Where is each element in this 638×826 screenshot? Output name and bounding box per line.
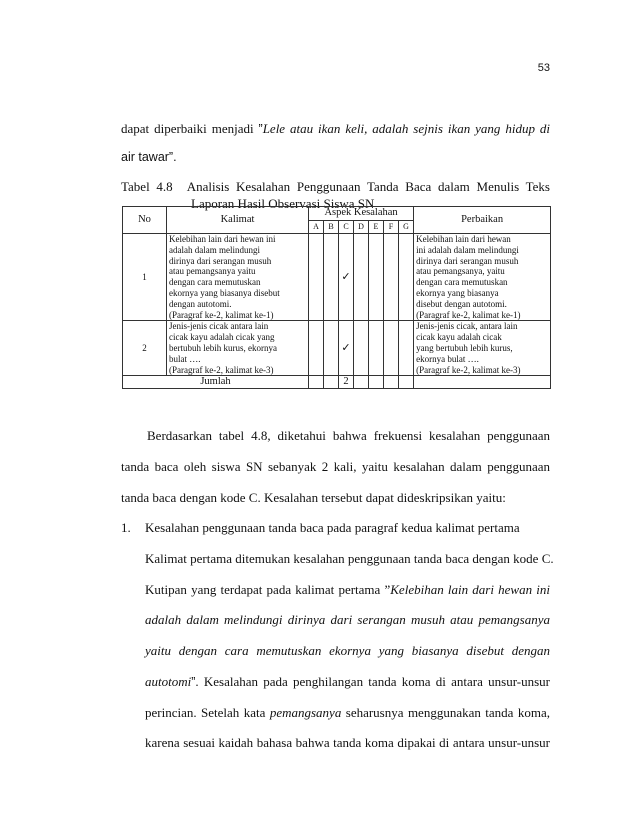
aspek-code: C — [339, 221, 354, 234]
table-row — [123, 321, 551, 376]
paragraph-line: adalah dalam melindungi dirinya dari serangan musuh atau pemangsanya — [145, 612, 550, 627]
paragraph-line: Kalimat pertama ditemukan kesalahan penggunaan tanda baca dengan kode C. — [145, 551, 554, 566]
aspek-code: B — [324, 221, 339, 234]
intro-line-2: air tawar”. — [121, 150, 177, 164]
paragraph-line: perincian. Setelah kata pemangsanya seharusnya menggunakan tanda koma, — [145, 705, 551, 720]
row-no: 1 — [123, 234, 167, 321]
table-caption: Tabel 4.8 Analisis Kesalahan Penggunaan Tanda Baca dalam Menulis Teks Laporan Hasil Observasi Siswa SN — [121, 179, 550, 211]
row-kalimat: Jenis-jenis cicak antara lain cicak kayu adalah cicak yang bertubuh lebih kurus, ekornya bulat …. (Paragraf ke-2, kalimat ke-3) — [167, 321, 309, 376]
paragraph-line: karena sesuai kaidah bahasa bahwa tanda koma dipakai di antara unsur-unsur — [145, 735, 550, 750]
aspek-code: G — [399, 221, 414, 234]
aspek-code: E — [369, 221, 384, 234]
paragraph-line: tanda baca dengan kode C. Kesalahan tersebut dapat dideskripsikan yaitu: — [121, 490, 506, 505]
row-perbaikan: Jenis-jenis cicak, antara lain cicak kayu adalah cicak yang bertubuh lebih kurus, ekornya bulat …. (Paragraf ke-2, kalimat ke-3) — [414, 321, 551, 376]
header-aspek: Aspek Kesalahan — [309, 207, 414, 221]
header-kalimat: Kalimat — [167, 207, 309, 234]
row-perbaikan: Kelebihan lain dari hewan ini adalah dalam melindungi dirinya dari serangan musuh atau pemangsanya, yaitu dengan cara memutuskan ekornya yang biasanya disebut dengan autotomi. (Paragraf ke-2, kalimat ke-1) — [414, 234, 551, 321]
intro-line-1: dapat diperbaiki menjadi ”Lele atau ikan keli, adalah sejnis ikan yang hidup di — [121, 121, 550, 136]
analysis-table — [122, 206, 551, 389]
table-row — [123, 234, 551, 321]
header-perbaikan: Perbaikan — [414, 207, 551, 234]
row-no: 2 — [123, 321, 167, 376]
check-mark-icon: ✓ — [339, 234, 354, 321]
paragraph-line: Berdasarkan tabel 4.8, diketahui bahwa frekuensi kesalahan penggunaan — [147, 428, 550, 443]
check-mark-icon: ✓ — [339, 321, 354, 376]
paragraph-line: Kutipan yang terdapat pada kalimat pertama ”Kelebihan lain dari hewan ini — [145, 582, 550, 597]
header-no: No — [123, 207, 167, 234]
aspek-code: A — [309, 221, 324, 234]
paragraph-line: yaitu dengan cara memutuskan ekornya yang biasanya disebut dengan — [145, 643, 550, 658]
footer-label: Jumlah — [123, 376, 309, 389]
page-number: 53 — [537, 62, 550, 74]
footer-total: 2 — [339, 376, 354, 389]
row-kalimat: Kelebihan lain dari hewan ini adalah dalam melindungi dirinya dari serangan musuh atau pemangsanya yaitu dengan cara memutuskan ekornya yang biasanya disebut dengan autotomi. (Paragraf ke-2, kalimat ke-1) — [167, 234, 309, 321]
paragraph-line: tanda baca oleh siswa SN sebanyak 2 kali, yaitu kesalahan dalam penggunaan — [121, 459, 550, 474]
paragraph-line: autotomi”. Kesalahan pada penghilangan tanda koma di antara unsur-unsur — [145, 674, 550, 689]
aspek-code: D — [354, 221, 369, 234]
list-item-title: 1. Kesalahan penggunaan tanda baca pada paragraf kedua kalimat pertama — [121, 520, 520, 535]
table-footer — [123, 376, 551, 389]
aspek-code: F — [384, 221, 399, 234]
